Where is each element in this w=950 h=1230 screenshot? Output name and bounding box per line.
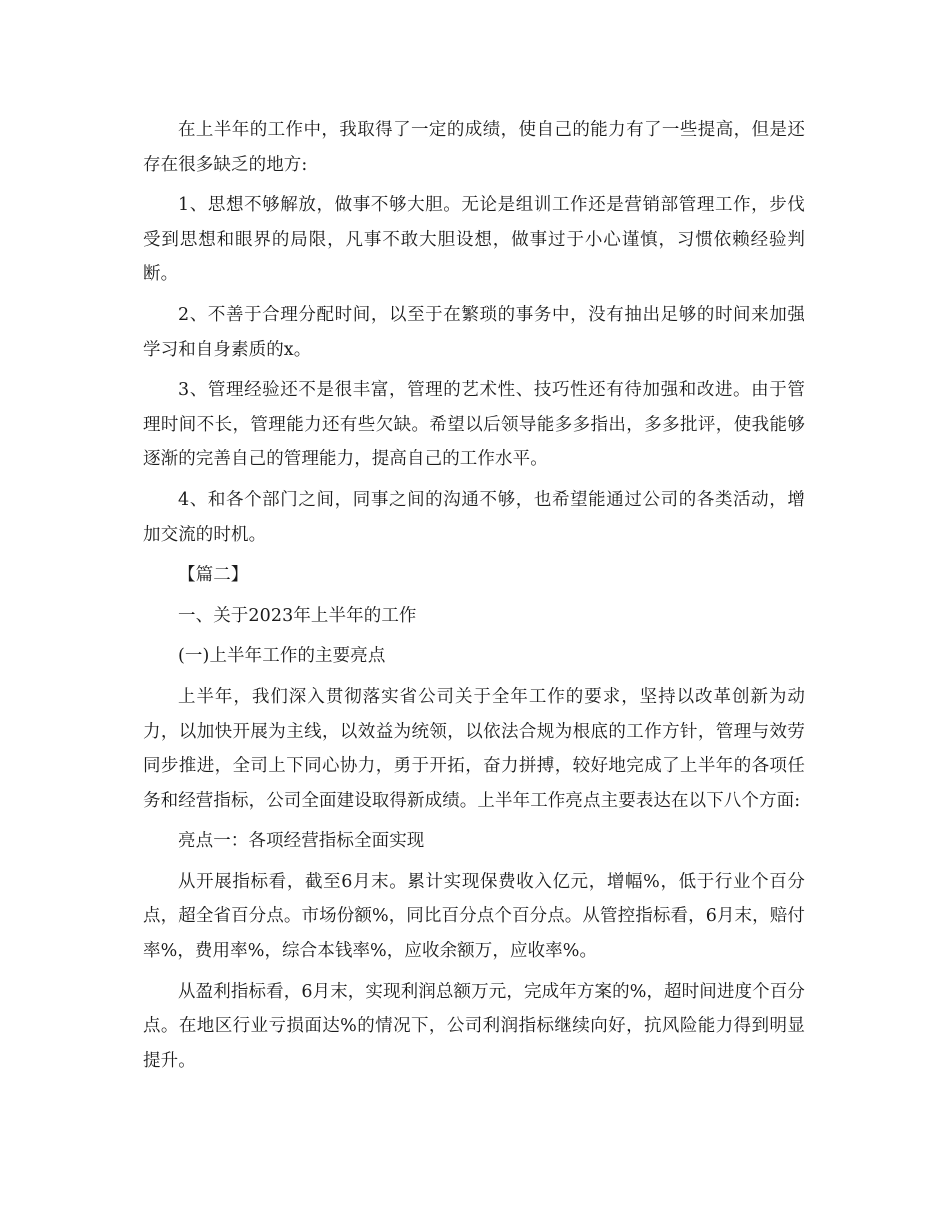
- list-item-2: 2、不善于合理分配时间，以至于在繁琐的事务中，没有抽出足够的时间来加强学习和自身素质的x。: [143, 304, 805, 360]
- paragraph-intro: 在上半年的工作中，我取得了一定的成绩，使自己的能力有了一些提高，但是还存在很多缺乏的地方:: [143, 120, 805, 175]
- paragraph-overview: 上半年，我们深入贯彻落实省公司关于全年工作的要求，坚持以改革创新为动力，以加快开展为主线，以效益为统领，以依法合规为根底的工作方针，管理与效劳同步推进，全司上下同心协力，勇于开拓，奋力拼搏，较好地完成了上半年的各项任务和经营指标，公司全面建设取得新成绩。上半年工作亮点主要表达在以下八个方面:: [143, 686, 805, 811]
- paragraph-profit-indicators: 从盈利指标看，6月末，实现利润总额万元，完成年方案的%，超时间进度个百分点。在地区行业亏损面达%的情况下，公司利润指标继续向好，抗风险能力得到明显提升。: [143, 981, 805, 1071]
- document-body: [143, 113, 805, 1084]
- paragraph-development-indicators: 从开展指标看，截至6月末。累计实现保费收入亿元，增幅%，低于行业个百分点，超全省百分点。市场份额%，同比百分点个百分点。从管控指标看，6月末，赔付率%，费用率%，综合本钱率%，应收余额万，应收率%。: [143, 871, 805, 962]
- list-item-4: 4、和各个部门之间，同事之间的沟通不够，也希望能通过公司的各类活动，增加交流的时机。: [143, 489, 805, 545]
- section-heading-part-two: 【篇二】: [178, 565, 249, 586]
- list-item-1: 1、思想不够解放，做事不够大胆。无论是组训工作还是营销部管理工作，步伐受到思想和眼界的局限，凡事不敢大胆设想，做事过于小心谨慎，习惯依赖经验判断。: [143, 195, 805, 285]
- list-item-3: 3、管理经验还不是很丰富，管理的艺术性、技巧性还有待加强和改进。由于管理时间不长，管理能力还有些欠缺。希望以后领导能多多指出，多多批评，使我能够逐渐的完善自己的管理能力，提高自己的工作水平。: [143, 380, 805, 470]
- section-heading-first-half-work: 一、关于2023年上半年的工作: [178, 605, 417, 626]
- highlight-one-heading: 亮点一：各项经营指标全面实现: [178, 831, 425, 852]
- subsection-heading-highlights: (一)上半年工作的主要亮点: [178, 646, 386, 667]
